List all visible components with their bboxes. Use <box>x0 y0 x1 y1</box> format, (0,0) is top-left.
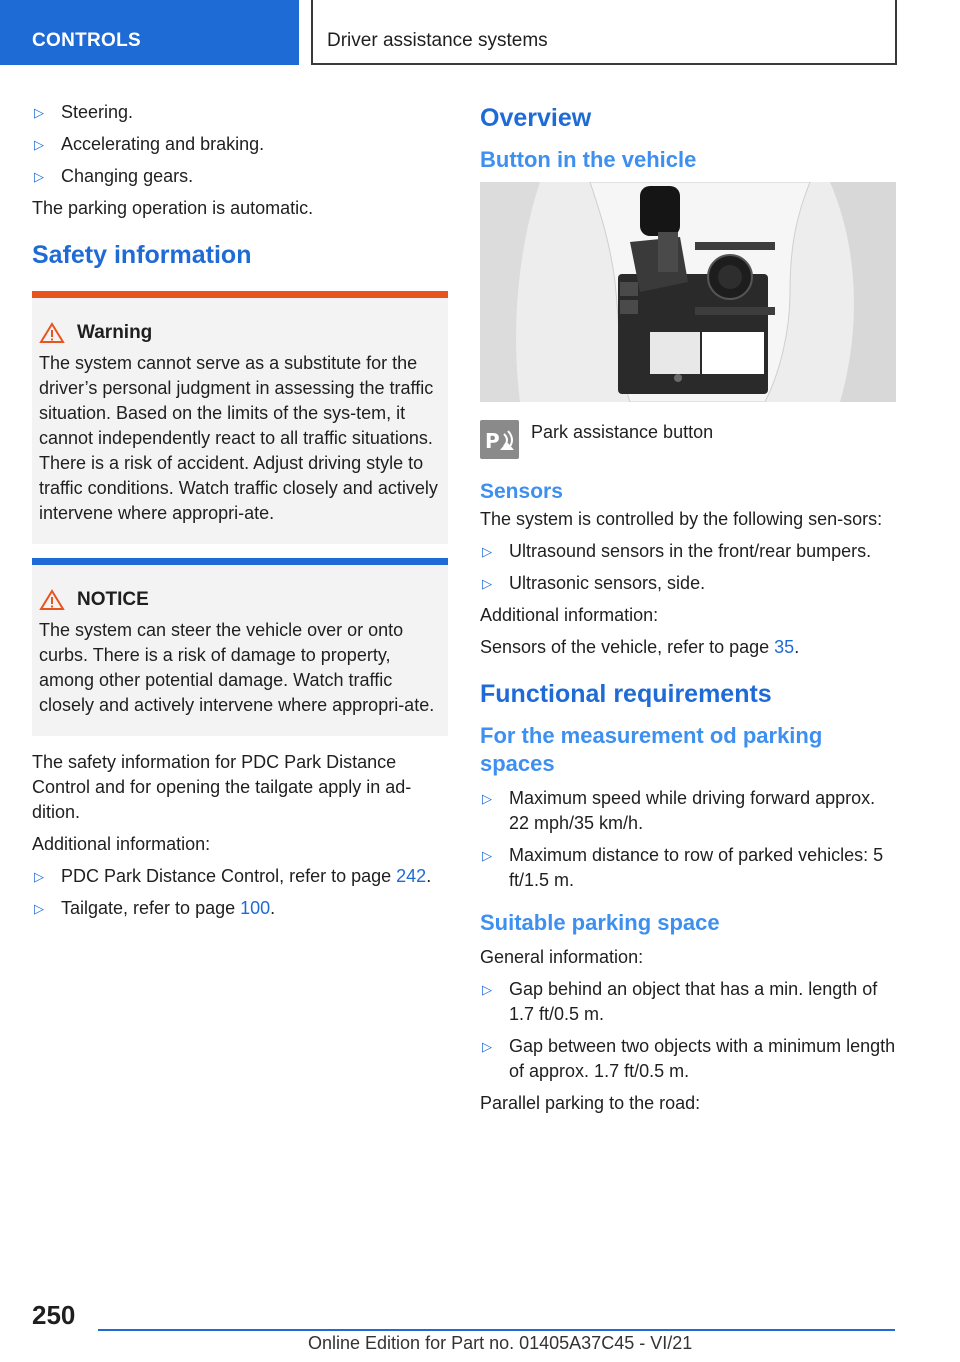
button-heading: Button in the vehicle <box>480 147 697 172</box>
right-column <box>480 100 896 1123</box>
legend-row <box>480 420 896 459</box>
warning-title-row <box>39 320 440 345</box>
footer-divider <box>98 1329 895 1331</box>
legend-label: Park assistance button <box>531 422 714 442</box>
suitable-heading: Suitable parking space <box>480 910 720 935</box>
parallel-text: Parallel parking to the road: <box>480 1093 701 1113</box>
ref-text: Sensors of the vehicle, refer to page <box>480 637 775 657</box>
notice-text: The system can steer the vehicle over or onto curbs. There is a risk of damage to property, among other potential damage. Watch traffic closely and actively intervene where appropri-ate. <box>39 620 435 715</box>
functional-heading: Functional requirements <box>480 680 772 708</box>
ref-suffix: . <box>426 866 432 886</box>
intro-bullets <box>32 100 448 189</box>
list-item: ▷ Maximum distance to row of parked vehicles: 5 ft/1.5 m. <box>480 843 896 893</box>
list-item: ▷ Ultrasound sensors in the front/rear bumpers. <box>480 539 896 564</box>
sensor-bullets <box>480 539 896 596</box>
warning-title: Warning <box>77 322 153 343</box>
ref-suffix: . <box>794 637 800 657</box>
list-item <box>32 864 448 889</box>
list-item: ▷ Steering. <box>32 100 448 125</box>
page-number: 250 <box>32 1300 76 1330</box>
reference-bullets <box>32 864 448 921</box>
additional-label: Additional information: <box>480 605 659 625</box>
svg-text:P: P <box>485 429 500 453</box>
section-label: CONTROLS <box>32 30 142 51</box>
warning-text: The system cannot serve as a substitute for the driver’s personal judgment in assessing the traffic situation. Based on the limits of the sys-tem, it cannot independently react to all traffic situations. There is a risk of accident. Adjust driving style to traffic conditions. Watch traffic closely and actively intervene where appropri-ate. <box>39 353 438 523</box>
park-assist-icon <box>480 420 519 459</box>
list-item <box>32 896 448 921</box>
page-link[interactable]: 35 <box>774 637 795 657</box>
notice-title-row <box>39 587 440 612</box>
page-link[interactable]: 100 <box>240 898 271 918</box>
ref-suffix: . <box>270 898 276 918</box>
list-item: ▷ Accelerating and braking. <box>32 132 448 157</box>
page-link[interactable]: 242 <box>396 866 427 886</box>
list-item: ▷ Changing gears. <box>32 164 448 189</box>
ref-text: Tailgate, refer to page <box>61 898 241 918</box>
vehicle-console-photo <box>480 182 896 402</box>
measurement-heading: For the measurement od parking spaces <box>480 723 823 776</box>
overview-heading: Overview <box>480 104 592 132</box>
list-item: ▷ Gap behind an object that has a min. length of 1.7 ft/0.5 m. <box>480 977 896 1027</box>
warning-box <box>32 291 448 544</box>
section-tab <box>0 0 299 65</box>
list-item: ▷ Ultrasonic sensors, side. <box>480 571 896 596</box>
list-item: ▷ Maximum speed while driving forward approx. 22 mph/35 km/h. <box>480 786 896 836</box>
chapter-title: Driver assistance systems <box>327 30 548 51</box>
measurement-bullets <box>480 786 896 893</box>
general-label: General information: <box>480 947 644 967</box>
suitable-bullets <box>480 977 896 1084</box>
safety-heading: Safety information <box>32 241 252 269</box>
sensors-text: The system is controlled by the following sen-sors: <box>480 509 883 529</box>
safety-text: The safety information for PDC Park Distance Control and for opening the tailgate apply in ad-dition. <box>32 752 412 822</box>
warning-triangle-icon <box>39 322 77 344</box>
notice-title: NOTICE <box>77 589 149 610</box>
notice-box <box>32 558 448 736</box>
edition-text: Online Edition for Part no. 01405A37C45 - VI/21 <box>308 1333 693 1353</box>
sensors-reference <box>480 635 896 660</box>
list-item: ▷ Gap between two objects with a minimum length of approx. 1.7 ft/0.5 m. <box>480 1034 896 1084</box>
intro-text: The parking operation is automatic. <box>32 198 314 218</box>
left-column <box>32 100 448 928</box>
notice-triangle-icon <box>39 589 77 611</box>
additional-label: Additional information: <box>32 834 211 854</box>
ref-text: PDC Park Distance Control, refer to page <box>61 866 397 886</box>
chapter-title-box <box>311 0 897 65</box>
sensors-heading: Sensors <box>480 480 563 503</box>
